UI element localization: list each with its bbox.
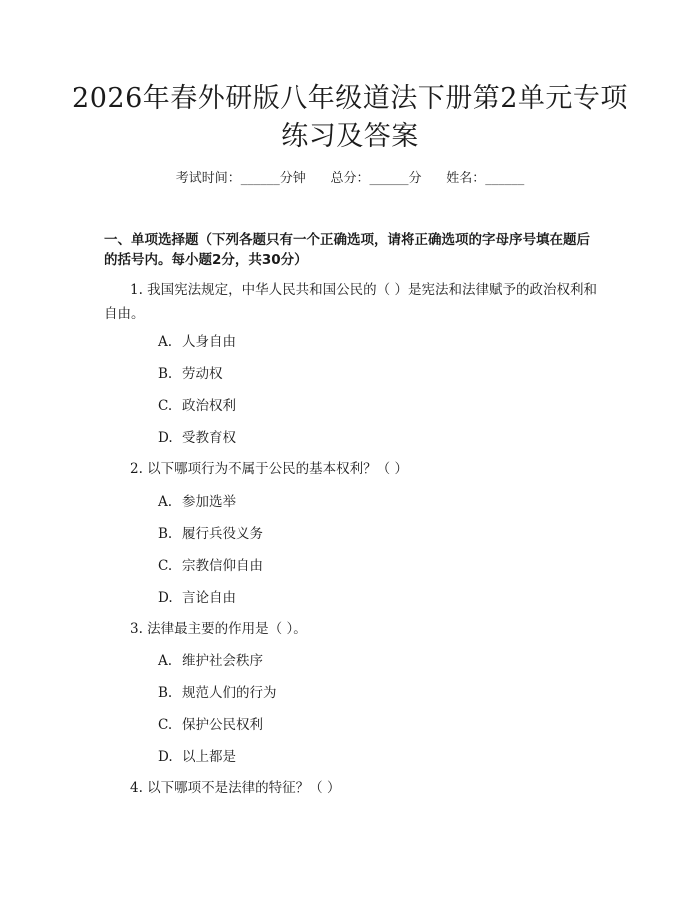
question-3-option-c bbox=[158, 715, 263, 735]
question-2: 2. 以下哪项行为不属于公民的基本权利？（ ） bbox=[130, 461, 408, 477]
option-letter: D. bbox=[158, 749, 173, 765]
question-3-option-d bbox=[158, 747, 236, 767]
option-letter: A. bbox=[158, 494, 173, 510]
option-text: 保护公民权利 bbox=[182, 717, 263, 733]
exam-info-line: 考试时间：______分钟 总分：______分 姓名：______ bbox=[175, 171, 525, 186]
question-1: 1. 我国宪法规定，中华人民共和国公民的（ ）是宪法和法律赋予的政治权利和自由。 bbox=[104, 282, 597, 322]
question-3-option-b bbox=[158, 683, 277, 703]
question-1-option-b bbox=[158, 364, 223, 384]
option-letter: D. bbox=[158, 430, 173, 446]
option-letter: B. bbox=[158, 366, 173, 382]
document-title: 2026年春外研版八年级道法下册第2单元专项练习及答案 bbox=[72, 83, 628, 152]
option-text: 规范人们的行为 bbox=[182, 685, 277, 701]
option-letter: B. bbox=[158, 526, 173, 542]
question-2-option-b bbox=[158, 524, 263, 544]
option-letter: A. bbox=[158, 653, 173, 669]
section-heading: 一、单项选择题（下列各题只有一个正确选项，请将正确选项的字母序号填在题后的括号内。每小题2分，共30分） bbox=[104, 232, 590, 268]
option-text: 言论自由 bbox=[182, 590, 236, 606]
option-letter: B. bbox=[158, 685, 173, 701]
option-text: 人身自由 bbox=[182, 334, 236, 350]
option-text: 参加选举 bbox=[182, 494, 236, 510]
option-text: 以上都是 bbox=[182, 749, 236, 765]
option-letter: C. bbox=[158, 558, 173, 574]
question-1-option-a bbox=[158, 332, 236, 352]
option-text: 受教育权 bbox=[182, 430, 236, 446]
question-2-option-c bbox=[158, 556, 263, 576]
option-text: 宗教信仰自由 bbox=[182, 558, 263, 574]
question-4: 4. 以下哪项不是法律的特征？（ ） bbox=[130, 780, 341, 796]
option-letter: C. bbox=[158, 398, 173, 414]
question-1-option-d bbox=[158, 428, 236, 448]
option-text: 维护社会秩序 bbox=[182, 653, 263, 669]
question-3-option-a bbox=[158, 651, 263, 671]
question-2-option-a bbox=[158, 492, 236, 512]
option-text: 履行兵役义务 bbox=[182, 526, 263, 542]
question-2-option-d bbox=[158, 588, 236, 608]
question-1-option-c bbox=[158, 396, 236, 416]
option-text: 政治权利 bbox=[182, 398, 236, 414]
question-3: 3. 法律最主要的作用是（ ）。 bbox=[130, 621, 307, 637]
option-letter: C. bbox=[158, 717, 173, 733]
option-text: 劳动权 bbox=[182, 366, 223, 382]
option-letter: D. bbox=[158, 590, 173, 606]
option-letter: A. bbox=[158, 334, 173, 350]
